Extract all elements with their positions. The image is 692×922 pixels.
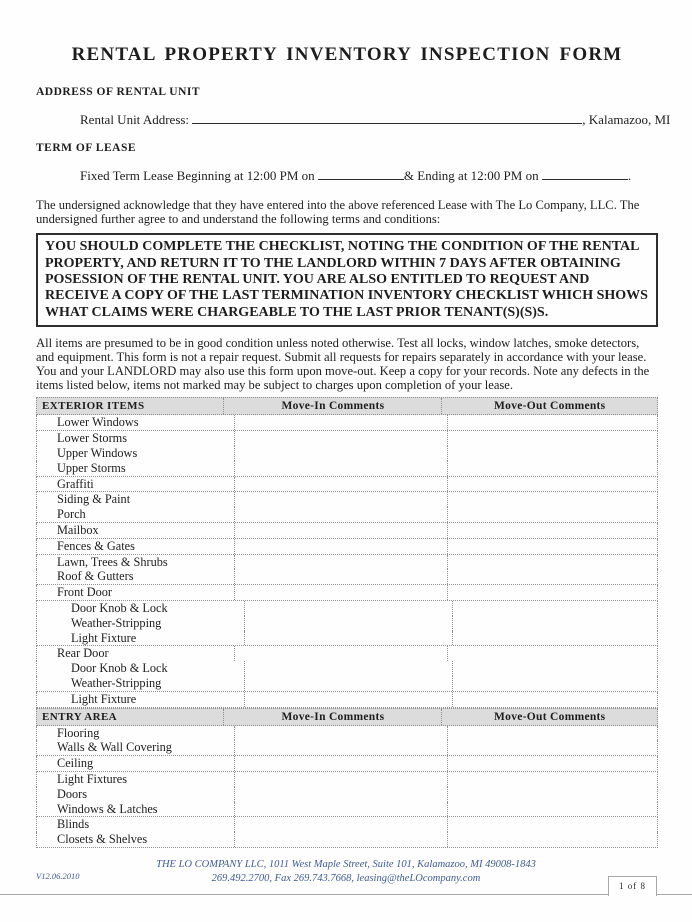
- term-section-heading: TERM OF LEASE: [36, 142, 137, 154]
- row-label: Doors: [57, 786, 88, 801]
- move-in-cell: [234, 646, 447, 661]
- move-in-cell: [234, 507, 447, 522]
- checklist-row: [36, 446, 658, 461]
- move-out-cell: [452, 692, 657, 707]
- address-section-heading: ADDRESS OF RENTAL UNIT: [36, 86, 201, 98]
- move-out-cell: [447, 740, 657, 755]
- checklist-row: [36, 555, 658, 570]
- move-out-column-header: Move-Out Comments: [441, 709, 657, 725]
- checklist-row: [36, 415, 658, 431]
- move-out-cell: [447, 817, 657, 832]
- checklist-row: [36, 461, 658, 477]
- move-in-cell: [234, 787, 447, 802]
- move-in-cell: [244, 601, 452, 616]
- checklist-row: [36, 726, 658, 741]
- checklist-row: [36, 646, 658, 661]
- move-out-cell: [447, 726, 657, 741]
- checklist-row: [36, 692, 658, 708]
- row-label: Light Fixture: [71, 691, 137, 706]
- move-in-cell: [234, 772, 447, 787]
- lease-begin-label: Fixed Term Lease Beginning at 12:00 PM on: [80, 168, 318, 183]
- move-in-cell: [234, 446, 447, 461]
- move-out-cell: [447, 832, 657, 847]
- move-out-cell: [447, 802, 657, 817]
- section-title: ENTRY AREA: [42, 710, 118, 723]
- checklist-section-header: [36, 708, 658, 726]
- checklist-row: [36, 601, 658, 616]
- lease-begin-date-blank-field: [318, 167, 404, 180]
- checklist-row: [36, 477, 658, 493]
- move-in-cell: [234, 415, 447, 430]
- checklist-row: [36, 676, 658, 692]
- row-label: Light Fixture: [71, 630, 137, 645]
- lease-end-date-blank-field: [542, 167, 628, 180]
- lease-end-label: & Ending at 12:00 PM on: [403, 168, 542, 183]
- row-label: Fences & Gates: [57, 538, 135, 553]
- move-in-cell: [234, 740, 447, 755]
- move-out-cell: [452, 661, 657, 676]
- checklist-row: [36, 523, 658, 539]
- move-in-cell: [234, 756, 447, 771]
- row-label: Rear Door: [57, 646, 109, 661]
- footer-company-contact: 269.492.2700, Fax 269.743.7668, leasing@theLOcompany.com: [211, 872, 481, 884]
- move-in-cell: [234, 431, 447, 446]
- checklist-row: [36, 631, 658, 647]
- page-title: RENTAL PROPERTY INVENTORY INSPECTION FORM: [71, 44, 623, 65]
- row-label: Walls & Wall Covering: [57, 740, 172, 755]
- move-in-cell: [244, 676, 452, 691]
- move-in-cell: [234, 817, 447, 832]
- move-out-cell: [447, 569, 657, 584]
- move-out-cell: [447, 555, 657, 570]
- checklist-row: [36, 431, 658, 446]
- move-out-cell: [447, 446, 657, 461]
- move-out-cell: [447, 585, 657, 600]
- move-in-column-header: Move-In Comments: [223, 709, 441, 725]
- page-number-tab: 1 of 8: [608, 876, 657, 896]
- lease-term-line: [36, 167, 658, 184]
- move-in-cell: [234, 555, 447, 570]
- move-out-cell: [447, 477, 657, 492]
- checklist-section-header: [36, 397, 658, 415]
- rental-address-label: Rental Unit Address:: [80, 112, 193, 127]
- row-label: Upper Storms: [57, 460, 126, 475]
- move-out-column-header: Move-Out Comments: [441, 398, 657, 414]
- move-out-cell: [447, 772, 657, 787]
- move-in-cell: [244, 616, 452, 631]
- row-label: Door Knob & Lock: [71, 661, 168, 676]
- row-label: Roof & Gutters: [57, 569, 134, 584]
- row-label: Flooring: [57, 725, 100, 740]
- footer-company-address: THE LO COMPANY LLC, 1011 West Maple Street, Suite 101, Kalamazoo, MI 49008-1843: [156, 859, 536, 870]
- move-out-cell: [447, 646, 657, 661]
- checklist-row: [36, 740, 658, 756]
- move-out-cell: [447, 507, 657, 522]
- row-label: Closets & Shelves: [57, 832, 148, 847]
- instructions-paragraph: All items are presumed to be in good condition unless noted otherwise. Test all locks, window latches, smoke detectors, and equipment. This form is not a repair request. Submit all requests for repairs separately in accordance with your lease. You and your LANDLORD may also use this form upon move-out. Keep a copy for your records. Note any defects in the items listed below, items not marked may be subject to charges upon completion of your lease.: [36, 336, 650, 393]
- move-in-column-header: Move-In Comments: [223, 398, 441, 414]
- move-out-cell: [447, 756, 657, 771]
- row-label: Siding & Paint: [57, 492, 131, 507]
- move-in-cell: [234, 492, 447, 507]
- notice-box: YOU SHOULD COMPLETE THE CHECKLIST, NOTING THE CONDITION OF THE RENTAL PROPERTY, AND RETURN IT TO THE LANDLORD WITHIN 7 DAYS AFTER OBTAINING POSESSION OF THE RENTAL UNIT. YOU ARE ALSO ENTITLED TO REQUEST AND RECEIVE A COPY OF THE LAST TERMINATION INVENTORY CHECKLIST WHICH SHOWS WHAT CLAIMS WERE CHARGEABLE TO THE LAST PRIOR TENANT(S)(S)S.: [36, 233, 658, 327]
- move-out-cell: [447, 539, 657, 554]
- row-label: Porch: [57, 507, 86, 522]
- row-label: Upper Windows: [57, 446, 138, 461]
- row-label: Blinds: [57, 817, 90, 832]
- move-in-cell: [234, 569, 447, 584]
- row-label: Lower Storms: [57, 431, 128, 446]
- footer-company-info: [0, 858, 692, 885]
- move-in-cell: [244, 661, 452, 676]
- checklist-row: [36, 585, 658, 601]
- move-in-cell: [234, 832, 447, 847]
- checklist-row: [36, 817, 658, 832]
- move-out-cell: [452, 601, 657, 616]
- row-label: Weather-Stripping: [71, 675, 162, 690]
- move-in-cell: [234, 585, 447, 600]
- row-label: Door Knob & Lock: [71, 601, 168, 615]
- move-in-cell: [234, 523, 447, 538]
- move-in-cell: [234, 461, 447, 476]
- move-in-cell: [244, 631, 452, 646]
- checklist-row: [36, 569, 658, 585]
- row-label: Light Fixtures: [57, 771, 128, 786]
- rental-address-line: [36, 111, 671, 128]
- checklist-table: [36, 397, 658, 848]
- section-title: EXTERIOR ITEMS: [42, 400, 145, 413]
- row-label: Front Door: [57, 585, 112, 600]
- intro-paragraph: The undersigned acknowledge that they have entered into the above referenced Lease with The Lo Company, LLC. The undersigned further agree to and understand the following terms and conditions:: [36, 198, 640, 227]
- move-in-cell: [234, 539, 447, 554]
- footer-rule: [0, 894, 692, 895]
- lease-term-period: .: [627, 168, 632, 183]
- row-label: Weather-Stripping: [71, 615, 162, 630]
- checklist-row: [36, 616, 658, 631]
- checklist-row: [36, 802, 658, 818]
- move-out-cell: [447, 461, 657, 476]
- row-label: Mailbox: [57, 523, 99, 538]
- checklist-row: [36, 772, 658, 787]
- checklist-row: [36, 539, 658, 555]
- row-label: Windows & Latches: [57, 801, 158, 816]
- move-in-cell: [244, 692, 452, 707]
- move-out-cell: [447, 431, 657, 446]
- row-label: Lawn, Trees & Shrubs: [57, 554, 168, 569]
- rental-address-blank-field: [192, 111, 582, 124]
- row-label: Lower Windows: [57, 415, 139, 430]
- checklist-row: [36, 492, 658, 507]
- move-out-cell: [452, 631, 657, 646]
- checklist-row: [36, 661, 658, 676]
- move-out-cell: [447, 492, 657, 507]
- footer-version: V12.06.2010: [36, 871, 80, 881]
- checklist-row: [36, 787, 658, 802]
- move-in-cell: [234, 477, 447, 492]
- rental-address-suffix: , Kalamazoo, MI: [582, 112, 671, 127]
- move-out-cell: [447, 523, 657, 538]
- checklist-row: [36, 507, 658, 523]
- row-label: Ceiling: [57, 756, 94, 771]
- move-out-cell: [447, 787, 657, 802]
- row-label: Graffiti: [57, 476, 94, 491]
- checklist-row: [36, 832, 658, 848]
- move-in-cell: [234, 726, 447, 741]
- move-out-cell: [447, 415, 657, 430]
- move-in-cell: [234, 802, 447, 817]
- move-out-cell: [452, 616, 657, 631]
- document-content: [36, 44, 671, 848]
- move-out-cell: [452, 676, 657, 691]
- checklist-row: [36, 756, 658, 772]
